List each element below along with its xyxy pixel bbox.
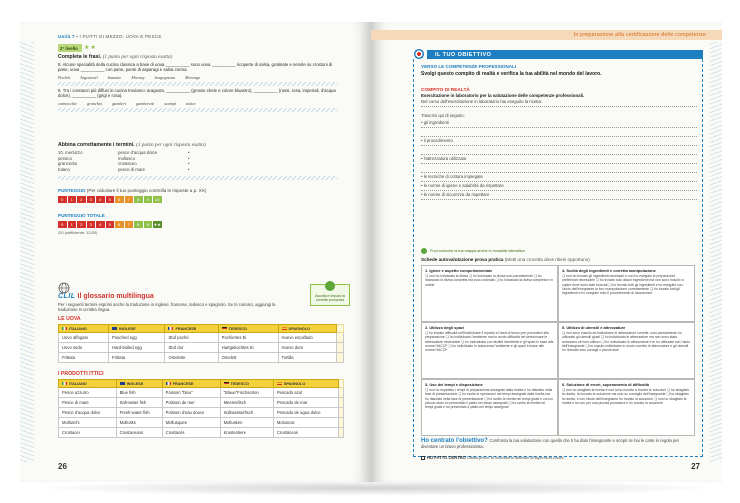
score-cell[interactable]: 6 — [115, 196, 125, 203]
book-shadow — [30, 480, 720, 496]
answer-line[interactable] — [421, 165, 697, 173]
score-cell[interactable]: 8 — [134, 196, 144, 203]
header-extra — [337, 325, 344, 333]
score-cell[interactable]: 9 — [144, 196, 154, 203]
decorative-wave-right — [710, 42, 722, 462]
table-row: Pesce azzurro Blue fish Poisson "bleu" "Blaue"Fischsorten Pescado azul — [59, 388, 344, 398]
decorative-wave-left — [20, 42, 34, 462]
score-title: PUNTEGGIO (Per calcolare il tuo punteggio controlla le risposte a p. XX) — [58, 188, 207, 193]
header-italian: ITALIANO — [59, 380, 117, 388]
eval-box-5[interactable]: 5. Utilizzo di utensili e attrezzature ❑ non sono riuscito ad individuare le attrezzature corrette, solo parzialmente ho utilizzato gli utensili giusti ❑ ho individuato le attrezzature ma non sono stato autonomo nel loro utilizzo ❑ ho individuato le attrezzature e le ho utilizzate con l'aiuto dell'insegnante ❑ ho saputo individuare in modo corretto le attrezzature e gli utensili ho rinovato solo consigli o piccoli aiuti — [558, 322, 695, 379]
score-total-cell[interactable]: 4 — [96, 221, 106, 228]
table-header-row — [59, 325, 344, 333]
eggs-table — [58, 324, 344, 363]
objective-intro — [421, 64, 697, 77]
option-centro[interactable]: HO FATTO CENTRO Ottima prova. In laboratorio dimostro di sapermela cavare. — [421, 455, 695, 460]
score-cell[interactable]: 1 — [68, 196, 78, 203]
eval-box-4[interactable]: 4. Scelta degli ingredienti e corretta manipolazione ❑ non ho trovato gli ingredienti necessari e non ho eseguito le preparazioni preliminari necessarie ❑ ho trovato solo alcuni ingredienti ma non sono riuscito a capire dove sono stati stoccati ❑ ho trovato tutti gli ingredienti e ho eseguito con l'aiuto dell'insegnante la loro manipolazione correttamente ❑ ho trovato tutti gli ingredienti e ho eseguito tutto il procedimento di lavorazione — [558, 265, 695, 322]
kicker: VERSO LE COMPETENZE PROFESSIONALI — [421, 64, 517, 69]
score-cell[interactable]: 3 — [87, 196, 97, 203]
self-eval-title: Schede autovalutazione prova pratica (Metti una crocetta dove ritieni opportuno) — [421, 257, 590, 262]
score-total-note: /20 (sufficiente: 12/20) — [58, 230, 98, 235]
score-total-cell[interactable]: ★★ — [153, 222, 161, 227]
blank-cell[interactable] — [337, 333, 344, 343]
score-cell[interactable]: 10 — [153, 196, 163, 203]
trace-label: Trascrivi qui di seguito: — [421, 113, 465, 118]
flag-france-icon — [166, 382, 171, 386]
flag-italy-icon — [62, 382, 67, 386]
running-head: Unità 7 • I PIATTI DI MEZZO: UOVA E PESCE — [58, 34, 162, 39]
answer-line[interactable]: • le norme di igiene e salubrità da rispettare — [421, 183, 697, 191]
score-section — [58, 188, 338, 235]
score-total-cell[interactable]: 3 — [87, 221, 97, 228]
flag-france-icon — [168, 327, 173, 331]
page-number-left: 26 — [58, 462, 67, 471]
flag-germany-icon — [222, 327, 227, 331]
interactive-icon — [421, 248, 427, 254]
answer-line[interactable]: • le norme di sicurezza da rispettare — [421, 192, 697, 200]
score-total-cell[interactable]: 1 — [68, 221, 78, 228]
word-bank-8: Pochés Argenteuil bazzotte Mornay borgognona Morengo — [58, 74, 201, 80]
table-row: Crostacei Crustaceans Crustacés Krustentiere Crustáceos — [59, 428, 344, 438]
unit-title: I PIATTI DI MEZZO: UOVA E PESCE — [79, 34, 162, 39]
header-english: INGLESE — [116, 380, 162, 388]
exercise-item-8: 8. Alcune specialità della cucina classica a base di uova __________ sono uova __________ ricoperte di salsa, gratinate e servite su crostoni di pane, uova __________ con pane, punte di asparagi e salsa crema. — [58, 62, 333, 73]
task-section — [421, 88, 697, 200]
blank-cell[interactable] — [338, 418, 343, 428]
clil-instructions: Per i seguenti termini esprimi anche la traduzione in inglese, francese, tedesco e spagnolo. Se lo conosci, aggiungi la traduzione in un'altra lingua. — [58, 302, 276, 313]
certification-bar: In preparazione alla certificazione delle competenze — [371, 30, 722, 40]
header-italian: ITALIANO — [59, 325, 109, 333]
lead: Svolgi questo compito di realtà e verifica la tua abilità nel mondo del lavoro. — [421, 71, 602, 77]
clil-heading: CLIL Il glossario multilingua — [58, 293, 154, 300]
wavy-separator — [58, 108, 338, 112]
exercise-complete — [58, 54, 338, 114]
fish-table — [58, 379, 344, 438]
table-row: Pesce di mare Salt-water fish Poisson de mer Meeresfisch Pescado de mar — [59, 398, 344, 408]
header-extra — [338, 380, 343, 388]
score-total-cell[interactable]: 8 — [134, 221, 144, 228]
header-german: TEDESCO — [218, 325, 278, 333]
blank-cell[interactable] — [337, 353, 344, 363]
score-total-cell[interactable]: 5 — [106, 221, 116, 228]
exercise-match-title: Abbina correttamente i termini. (1 punto per ogni risposta esatta) — [58, 142, 206, 148]
score-cell[interactable]: 7 — [125, 196, 135, 203]
page-number-right: 27 — [691, 462, 700, 471]
left-page — [20, 22, 371, 482]
score-total-scale — [58, 221, 338, 228]
score-total-cell[interactable]: 0 — [58, 221, 68, 228]
flag-italy-icon — [62, 327, 67, 331]
eval-box-1[interactable]: 1. Igiene e aspetto comportamentale ❑ non ho indossato la divisa ❑ ho indossato la divisa solo parzialmente ❑ ho indossato la divisa completa ma poco ordinata ❑ ho indossato la divisa completa e in ordine — [421, 265, 558, 322]
centrato-options — [421, 454, 695, 460]
task-title: COMPITO DI REALTÀ — [421, 88, 470, 93]
header-spanish: SPAGNOLO — [278, 325, 337, 333]
flag-spain-icon — [282, 327, 287, 331]
blank-cell[interactable] — [337, 343, 344, 353]
exercise-complete-title: Completa le frasi. (1 punto per ogni risposta esatta) — [58, 54, 173, 60]
header-spanish: SPAGNOLO — [273, 380, 338, 388]
blank-cell[interactable] — [338, 398, 343, 408]
score-scale — [58, 196, 338, 203]
table-row: Frittata Frittata Omelette Omelett Tortilla — [59, 353, 344, 363]
answer-line[interactable] — [421, 129, 697, 137]
answer-line[interactable]: • le tecniche di cottura impiegate — [421, 174, 697, 182]
interactive-map-note[interactable]: Puoi costruire la tua mappa anche in modalità interattiva — [421, 248, 697, 254]
blank-cell[interactable] — [338, 388, 343, 398]
score-total-title: PUNTEGGIO TOTALE — [58, 213, 105, 218]
exercise-item-9: 9. Tra i crostacei più diffusi in cucina troviamo: aragosta, __________ (grosse chele e colore bluastro), __________ (rossi, rosa, imperiali, d'acqua dolce), __________ (grigi e rosa). — [58, 87, 336, 99]
header-english: INGLESE — [109, 325, 165, 333]
score-total-cell[interactable]: 2 — [77, 221, 87, 228]
eggs-title: LE UOVA — [58, 316, 81, 322]
checkbox-icon[interactable] — [421, 456, 425, 460]
eval-box-6[interactable]: 6. Soluzione di errori, superamento di difficoltà ❑ non ho sbagliato la ricetta e non sono riuscito a trovare le soluzioni ❑ ho sbagliato la ricetta, ho trovato la soluzione ma solo su consiglio dell'insegnante ❑ ho sbagliato la ricetta, e con l'aiuto dell'insegnante ho trovato la soluzione ❑ non ho sbagliato la ricetta e se non per una piccola procedura e ho trovato la soluzione — [558, 379, 695, 436]
exercise-match — [58, 142, 338, 182]
audio-note[interactable]: Ascolta e impara la corretta pronuncia — [310, 284, 350, 306]
flag-uk-icon — [112, 327, 117, 331]
score-total-cell[interactable]: 7 — [125, 221, 135, 228]
table-row: Molluschi Mollusks Mollusques Mollusken Moluscos — [59, 418, 344, 428]
word-bank-9: cannocchie granchio gamberi gamberetti scampi astice — [58, 100, 196, 106]
self-eval-grid — [421, 265, 695, 436]
flag-uk-icon — [120, 382, 125, 386]
answer-line[interactable]: • il procedimento — [421, 138, 697, 146]
header-french: FRANCESE — [165, 325, 218, 333]
score-cell[interactable]: 2 — [77, 196, 87, 203]
flag-germany-icon — [224, 382, 229, 386]
score-total-cell[interactable]: 9 — [144, 221, 154, 228]
score-cell[interactable]: 0 — [58, 196, 68, 203]
fish-title: I PRODOTTI ITTICI — [58, 371, 104, 377]
task-bold: Esercitazione in laboratorio per la valutazione delle competenze professionali. — [421, 93, 585, 98]
table-header-row — [59, 380, 344, 388]
score-cell[interactable]: 4 — [96, 196, 106, 203]
eval-box-3[interactable]: 3. Uso dei tempi e disposizione ❑ non ho rispettato i tempi di preparazione assegnati dalla ricetta e ho ritardato nella fase di presentazione ❑ ho svolto le operazioni nei tempi assegnati dalla ricetta ma ho ritardato nella fase di presentazione ❑ ho svolto la ricetta nei tempi giusti e con un piccolo aiuto ho presentato il piatto nei tempi assegnati ❑ ho svolto la ricetta nei tempi giusti e ho presentato il piatto nei tempi assegnati — [421, 379, 558, 436]
level-badge: 2° livello — [58, 44, 82, 52]
answer-line[interactable]: • gli ingredienti — [421, 120, 697, 128]
table-row: Pesce d'acqua dolce Fresh-water fish Poisson d'eau douce Süßwasserfisch Pescado de agua dulce — [59, 408, 344, 418]
blank-cell[interactable] — [338, 428, 343, 438]
score-cell[interactable]: 5 — [106, 196, 116, 203]
right-page — [371, 22, 722, 482]
flag-spain-icon — [277, 382, 282, 386]
table-row: Uovo affogato Poached egg Œuf poché Pochiertes Ei Huevo escalfado — [59, 333, 344, 343]
header-german: TEDESCO — [220, 380, 273, 388]
audio-icon[interactable] — [325, 281, 335, 291]
blank-cell[interactable] — [338, 408, 343, 418]
score-total-cell[interactable]: 6 — [115, 221, 125, 228]
task-recipe-line[interactable]: Nel corso dell'esercitazione in laboratorio hai eseguito la ricetta: — [421, 99, 697, 107]
match-grid: 10. merluzzo pesce d'acqua dolce • persico mollusco • granceola crostaceo • totano pesce di mare • — [58, 150, 190, 172]
wavy-separator — [58, 82, 338, 86]
open-book — [20, 22, 722, 482]
objective-bar: IL TUO OBIETTIVO — [427, 50, 703, 59]
answer-line[interactable] — [421, 147, 697, 155]
header-french: FRANCESE — [162, 380, 220, 388]
unit-label: Unità 7 — [58, 34, 75, 39]
centrato-title: Ho centrato l'obiettivo? Confronta la tua valutazione con quella che ti ha dato l'insegnante e scopri se hai le carte in regola per diventare un bravo professionista. — [421, 438, 680, 449]
wavy-separator — [58, 176, 338, 180]
eval-box-2[interactable]: 2. Utilizzo degli spazi ❑ ho trovato difficoltà nell'individuare il reparto e l'area di lavoro per procedere alla preparazione ❑ ho individuato l'ambiente ma ho avuto difficoltà nel selezionare le attrezzature necessarie ❑ ho individuato con facilità l'ambiente e gli spazi in base alle norme HACCP ❑ ho individuato in autonomia l'ambiente e gli spazi in base alle norme HACCP — [421, 322, 558, 379]
map-section — [421, 248, 697, 262]
centrato-section — [421, 438, 695, 450]
level-stars: ★★ — [84, 45, 97, 51]
table-row: Uovo sodo Hard-boiled egg Œuf dur Hartgekochtes Ei Huevo duro — [59, 343, 344, 353]
answer-line[interactable]: • l'attrezzatura utilizzata — [421, 156, 697, 164]
